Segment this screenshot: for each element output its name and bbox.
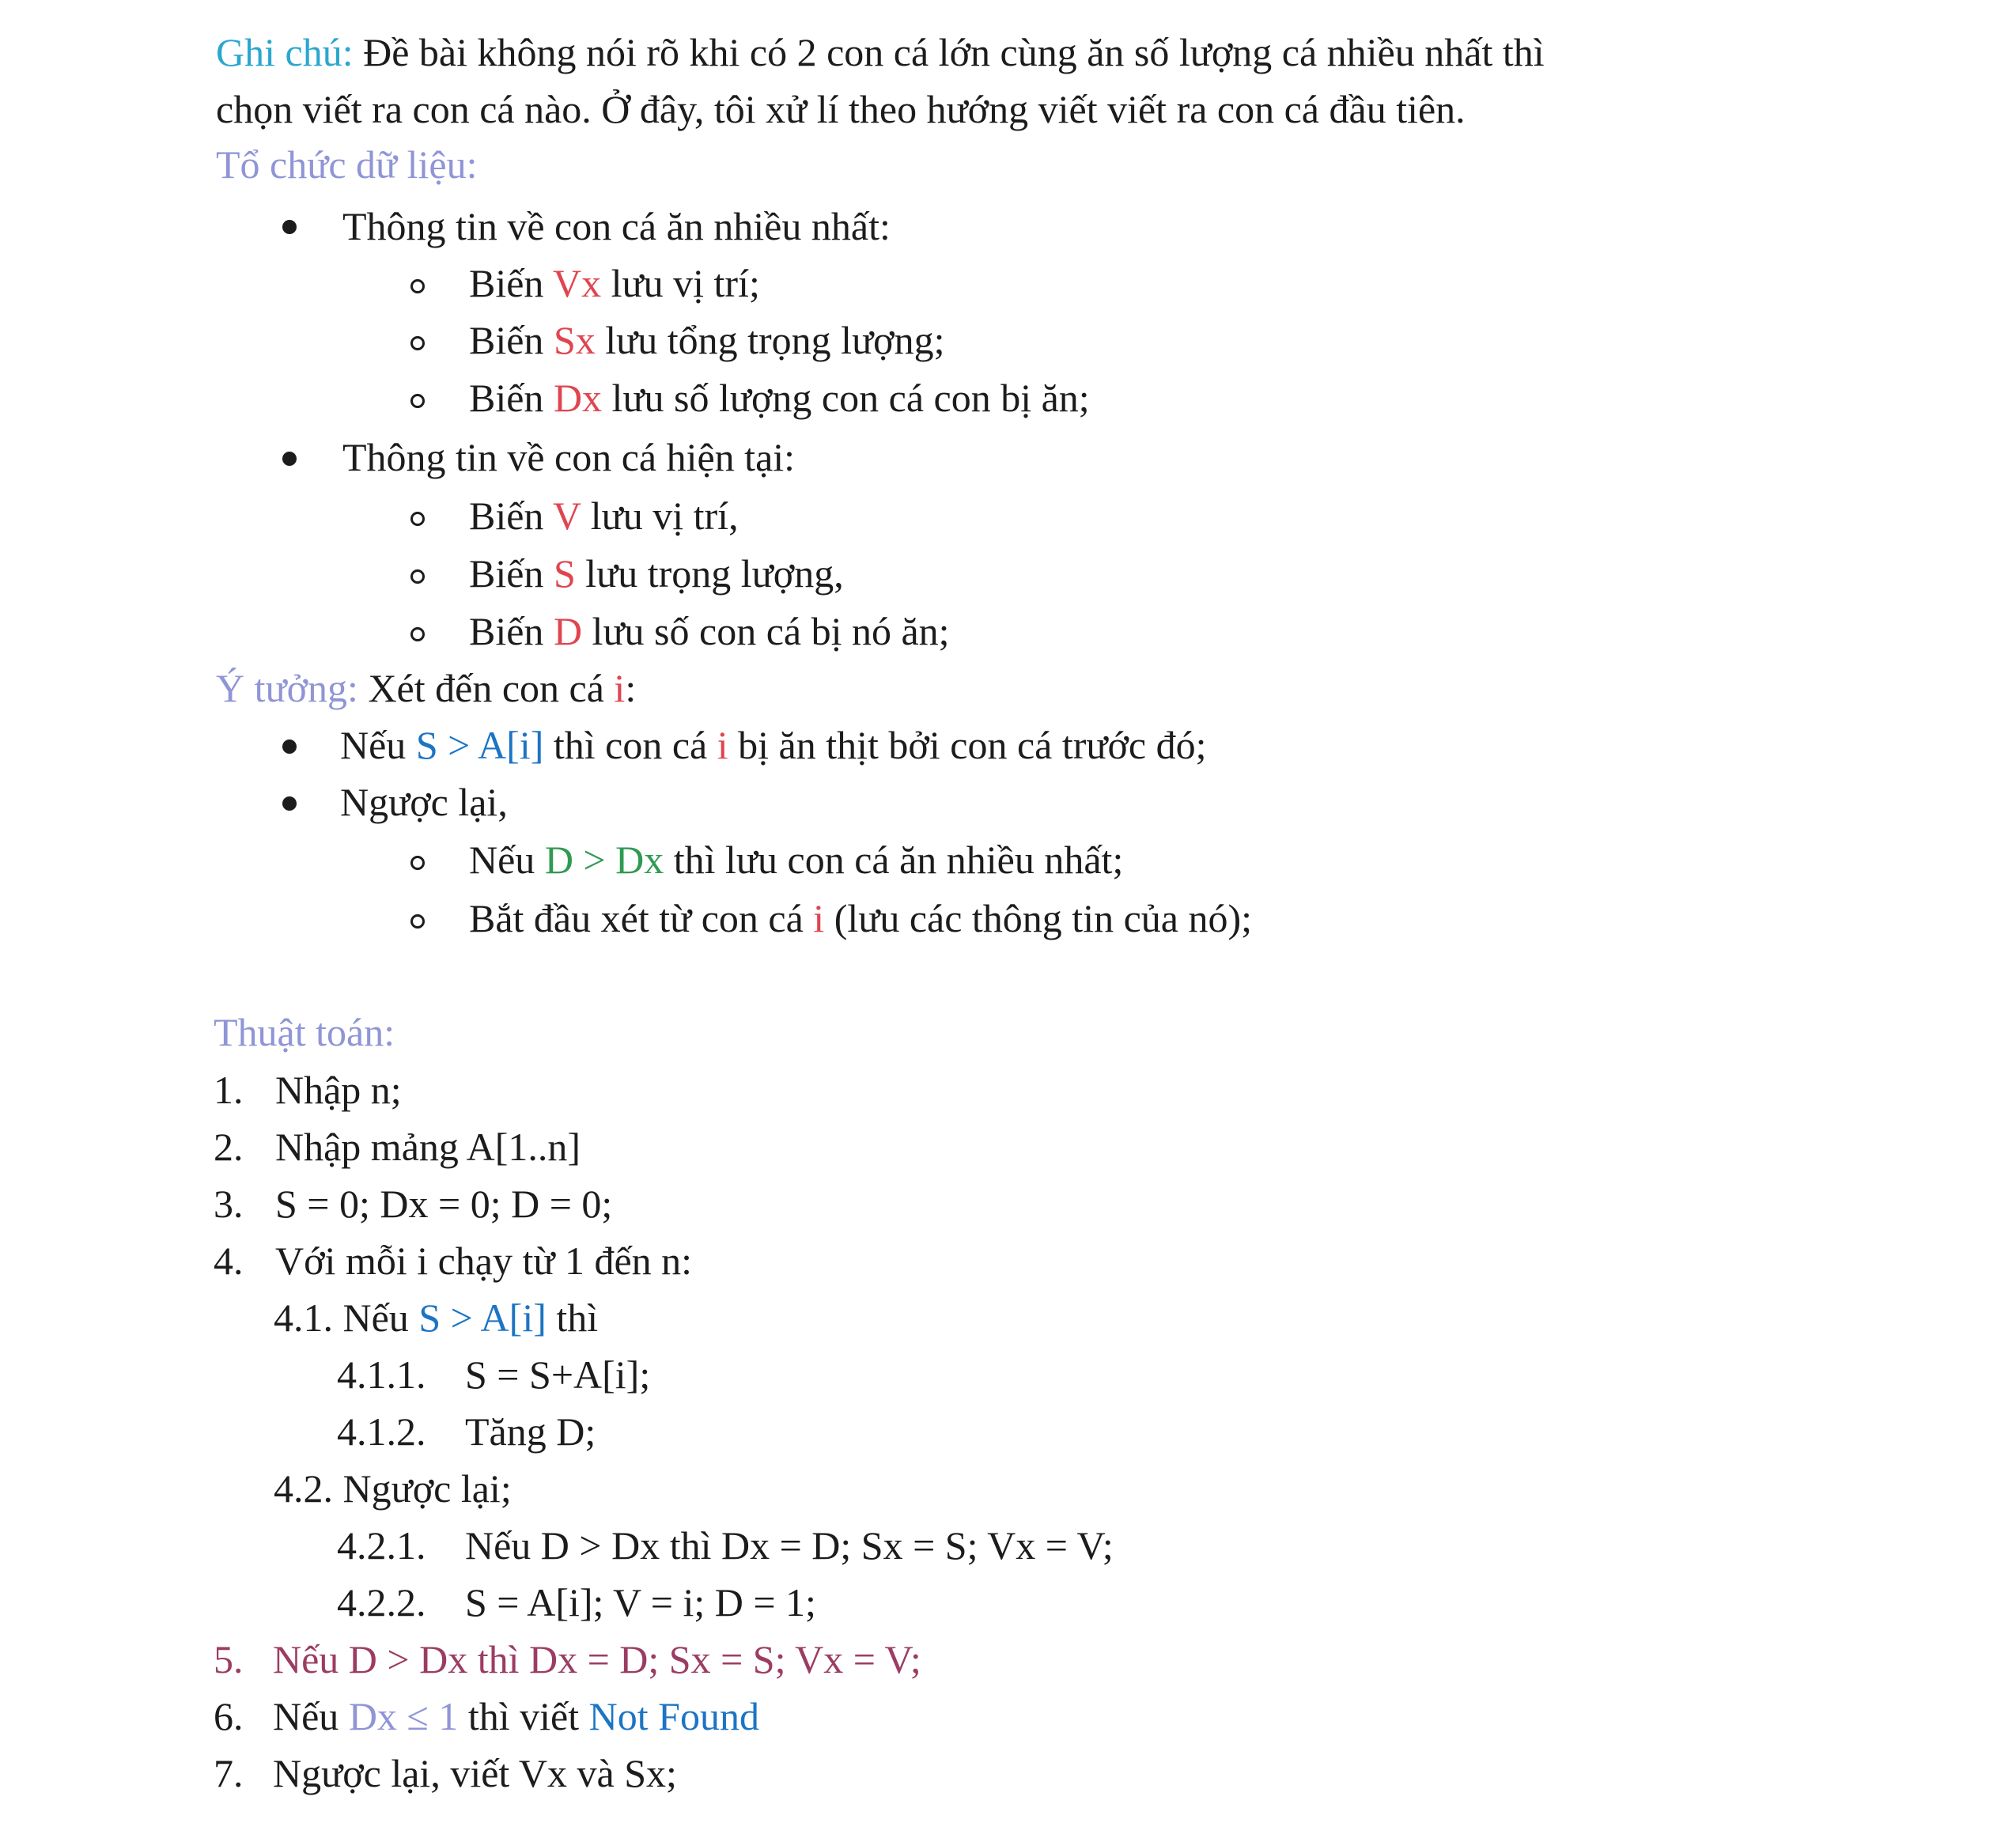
algo-step-3-text: S = 0; Dx = 0; D = 0; bbox=[275, 1182, 613, 1226]
var-sx-item bbox=[469, 316, 945, 364]
step-mid: thì viết bbox=[458, 1694, 589, 1738]
idea-s2-var: i bbox=[813, 896, 825, 940]
idea-b1-mid: thì con cá bbox=[543, 723, 717, 767]
var-name: Sx bbox=[553, 318, 596, 362]
var-name: V bbox=[553, 494, 581, 538]
best-fish-item bbox=[342, 202, 891, 250]
step-result: Not Found bbox=[588, 1694, 759, 1738]
algo-step-7-text: Ngược lại, viết Vx và Sx; bbox=[273, 1751, 677, 1795]
idea-bullet-2 bbox=[340, 778, 508, 826]
step-number: 4.2. bbox=[274, 1466, 333, 1511]
var-name: Vx bbox=[553, 261, 602, 305]
idea-s2-post: (lưu các thông tin của nó); bbox=[824, 896, 1253, 940]
bullet-circle-icon bbox=[410, 856, 425, 870]
idea-b1-var: i bbox=[717, 723, 728, 767]
idea-var: i bbox=[614, 666, 626, 710]
step-number: 1. bbox=[214, 1068, 244, 1112]
current-fish-text: Thông tin về con cá hiện tại: bbox=[342, 435, 796, 479]
algo-step-4-1-1-text: S = S+A[i]; bbox=[465, 1352, 651, 1397]
idea-end: : bbox=[625, 666, 637, 710]
bullet-circle-icon bbox=[410, 279, 425, 293]
algo-step-4-2-1 bbox=[337, 1522, 426, 1569]
algo-step-4-2-2-text: S = A[i]; V = i; D = 1; bbox=[465, 1580, 816, 1625]
algo-step-1-text: Nhập n; bbox=[275, 1068, 402, 1112]
algo-step-5 bbox=[214, 1636, 244, 1683]
var-desc: lưu vị trí, bbox=[581, 494, 739, 538]
step-number: 4.1. bbox=[274, 1295, 333, 1340]
data-org-heading: Tổ chức dữ liệu: bbox=[216, 142, 478, 187]
bullet-dot-icon bbox=[282, 739, 297, 754]
idea-heading bbox=[216, 664, 636, 712]
bullet-circle-icon bbox=[410, 336, 425, 350]
note-line-1 bbox=[216, 28, 1545, 76]
bullet-dot-icon bbox=[282, 796, 297, 811]
var-label: Biến bbox=[469, 376, 554, 420]
var-desc: lưu số lượng con cá con bị ăn; bbox=[602, 376, 1090, 420]
step-number: 4.1.1. bbox=[337, 1352, 426, 1397]
step-number: 5. bbox=[214, 1637, 244, 1681]
idea-b1-cond: S > A[i] bbox=[415, 723, 544, 767]
algo-step-2 bbox=[214, 1123, 244, 1171]
step-number: 4.2.1. bbox=[337, 1523, 426, 1568]
bullet-circle-icon bbox=[410, 569, 425, 584]
var-desc: lưu trọng lượng, bbox=[575, 551, 844, 596]
idea-s1-pre: Nếu bbox=[469, 838, 545, 882]
idea-sub-1 bbox=[469, 836, 1123, 883]
step-number: 4.2.2. bbox=[337, 1580, 426, 1625]
bullet-circle-icon bbox=[410, 394, 425, 408]
algo-step-4-1-2-text: Tăng D; bbox=[465, 1409, 596, 1454]
algo-step-4 bbox=[214, 1237, 244, 1284]
idea-b1-pre: Nếu bbox=[340, 723, 416, 767]
note-line-2 bbox=[216, 85, 1466, 133]
algo-step-4-2-2 bbox=[337, 1579, 426, 1626]
var-s-item bbox=[469, 550, 844, 597]
var-name: S bbox=[553, 551, 576, 596]
algo-step-4-2-1-text: Nếu D > Dx thì Dx = D; Sx = S; Vx = V; bbox=[465, 1523, 1114, 1568]
algo-step-4-1-2 bbox=[337, 1408, 426, 1455]
note-label: Ghi chú: bbox=[216, 30, 354, 74]
step-number: 3. bbox=[214, 1182, 244, 1226]
step-cond: S > A[i] bbox=[418, 1295, 547, 1340]
algo-step-5-text: Nếu D > Dx thì Dx = D; Sx = S; Vx = V; bbox=[273, 1637, 921, 1681]
var-dx-item bbox=[469, 374, 1090, 422]
best-fish-text: Thông tin về con cá ăn nhiều nhất: bbox=[342, 204, 891, 248]
step-text: Ngược lại; bbox=[333, 1466, 512, 1511]
idea-text: Xét đến con cá bbox=[357, 666, 615, 710]
idea-sub-2 bbox=[469, 895, 1252, 942]
var-label: Biến bbox=[469, 318, 554, 362]
step-post: thì bbox=[546, 1295, 599, 1340]
var-d-item bbox=[469, 607, 950, 655]
algo-heading: Thuật toán: bbox=[214, 1010, 395, 1054]
idea-label: Ý tưởng: bbox=[216, 666, 358, 710]
step-pre: Nếu bbox=[333, 1295, 419, 1340]
var-label: Biến bbox=[469, 551, 554, 596]
var-desc: lưu số con cá bị nó ăn; bbox=[582, 609, 950, 653]
bullet-circle-icon bbox=[410, 512, 425, 526]
step-pre: Nếu bbox=[273, 1694, 349, 1738]
step-number: 2. bbox=[214, 1125, 244, 1169]
step-number: 4.1.2. bbox=[337, 1409, 426, 1454]
var-label: Biến bbox=[469, 494, 554, 538]
algo-step-6-text bbox=[273, 1693, 759, 1740]
bullet-dot-icon bbox=[282, 220, 297, 234]
var-name: D bbox=[553, 609, 583, 653]
algo-step-1 bbox=[214, 1066, 244, 1114]
step-number: 6. bbox=[214, 1694, 244, 1738]
var-label: Biến bbox=[469, 261, 554, 305]
var-desc: lưu tổng trọng lượng; bbox=[595, 318, 945, 362]
step-cond: Dx ≤ 1 bbox=[348, 1694, 459, 1738]
algo-step-4-text: Với mỗi i chạy từ 1 đến n: bbox=[275, 1239, 693, 1283]
current-fish-item bbox=[342, 433, 795, 481]
var-vx-item bbox=[469, 259, 760, 307]
algo-step-6 bbox=[214, 1693, 244, 1740]
bullet-circle-icon bbox=[410, 627, 425, 641]
var-label: Biến bbox=[469, 609, 554, 653]
note-text-1: Đề bài không nói rõ khi có 2 con cá lớn cùng ăn số lượng cá nhiều nhất thì bbox=[353, 30, 1545, 74]
var-v-item bbox=[469, 492, 739, 539]
bullet-dot-icon bbox=[282, 452, 297, 466]
algo-step-3 bbox=[214, 1180, 244, 1227]
idea-b1-post: bị ăn thịt bởi con cá trước đó; bbox=[728, 723, 1207, 767]
idea-s1-post: thì lưu con cá ăn nhiều nhất; bbox=[664, 838, 1124, 882]
idea-s2-pre: Bắt đầu xét từ con cá bbox=[469, 896, 814, 940]
bullet-circle-icon bbox=[410, 914, 425, 929]
algo-step-7 bbox=[214, 1749, 244, 1797]
algo-step-4-2 bbox=[274, 1465, 512, 1512]
algo-step-2-text: Nhập mảng A[1..n] bbox=[275, 1125, 581, 1169]
step-number: 7. bbox=[214, 1751, 244, 1795]
var-desc: lưu vị trí; bbox=[601, 261, 760, 305]
idea-bullet-1 bbox=[340, 721, 1207, 769]
idea-b2-text: Ngược lại, bbox=[340, 780, 508, 824]
var-name: Dx bbox=[553, 376, 603, 420]
algo-step-4-1 bbox=[274, 1294, 598, 1341]
step-number: 4. bbox=[214, 1239, 244, 1283]
algo-step-4-1-1 bbox=[337, 1351, 426, 1398]
note-text-2: chọn viết ra con cá nào. Ở đây, tôi xử lí theo hướng viết viết ra con cá đầu tiên. bbox=[216, 87, 1466, 131]
idea-s1-cond: D > Dx bbox=[544, 838, 664, 882]
